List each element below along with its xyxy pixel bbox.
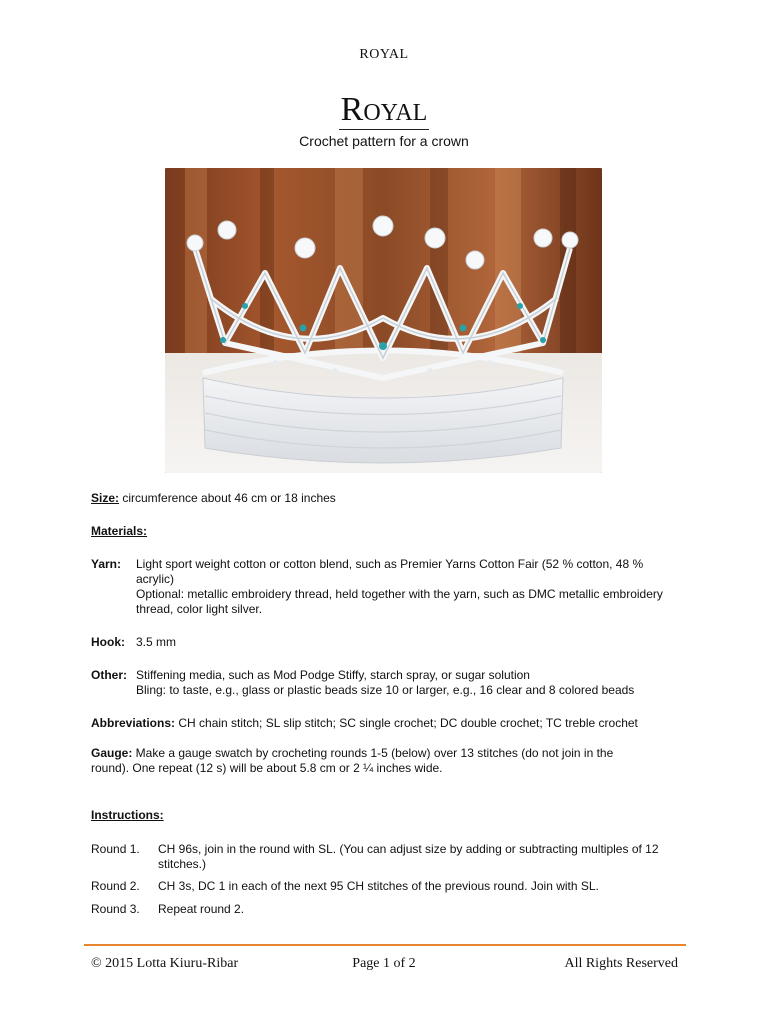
abbreviations-text: CH chain stitch; SL slip stitch; SC single crochet; DC double crochet; TC treble crochet [175, 716, 638, 730]
footer-rights: All Rights Reserved [564, 956, 678, 971]
yarn-line-1: Light sport weight cotton or cotton blend, such as Premier Yarns Cotton Fair (52 % cotton, 48 % acrylic) [136, 557, 644, 586]
abbreviations-line [91, 716, 681, 731]
materials-heading: Materials: [91, 524, 148, 538]
other-row [91, 668, 681, 698]
other-line-2: Bling: to taste, e.g., glass or plastic beads size 10 or larger, e.g., 16 clear and 8 colored beads [136, 683, 635, 697]
size-label: Size: [91, 491, 120, 505]
gauge-text: Make a gauge swatch by crocheting rounds 1-5 (below) over 13 stitches (do not join in the round). One repeat (12 s) will be about 5.8 cm or 2 ¼ inches wide. [91, 746, 614, 775]
other-value [136, 668, 676, 698]
footer-page-number: Page 1 of 2 [352, 956, 416, 971]
hook-value: 3.5 mm [136, 635, 177, 649]
gauge-label: Gauge: [91, 746, 133, 760]
round-label: Round 3. [91, 902, 140, 916]
round-text: Repeat round 2. [158, 902, 245, 916]
round-text: CH 96s, join in the round with SL. (You can adjust size by adding or subtracting multiples of 12 stitches.) [158, 842, 659, 871]
instructions-heading: Instructions: [91, 808, 164, 822]
footer-rule [84, 944, 686, 946]
other-label: Other: [91, 668, 127, 682]
page-title [0, 92, 768, 128]
yarn-line-2: Optional: metallic embroidery thread, held together with the yarn, such as DMC metallic embroidery thread, color light silver. [136, 587, 663, 616]
yarn-row [91, 557, 681, 617]
gauge-paragraph [91, 746, 651, 776]
size-line [91, 491, 681, 506]
abbreviations-label: Abbreviations: [91, 716, 176, 730]
page-subtitle: Crochet pattern for a crown [299, 133, 469, 149]
crown-photo [165, 168, 602, 473]
round-text: CH 3s, DC 1 in each of the next 95 CH stitches of the previous round. Join with SL. [158, 879, 599, 893]
yarn-value [136, 557, 676, 617]
running-header: ROYAL [359, 47, 409, 62]
yarn-label: Yarn: [91, 557, 122, 571]
size-text: circumference about 46 cm or 18 inches [119, 491, 336, 505]
title-text: Royal [340, 91, 428, 128]
round-row [91, 842, 681, 872]
hook-label: Hook: [91, 635, 125, 649]
footer-copyright: © 2015 Lotta Kiuru-Ribar [91, 956, 239, 971]
other-line-1: Stiffening media, such as Mod Podge Stiffy, starch spray, or sugar solution [136, 668, 530, 682]
round-label: Round 2. [91, 879, 140, 893]
round-label: Round 1. [91, 842, 140, 856]
